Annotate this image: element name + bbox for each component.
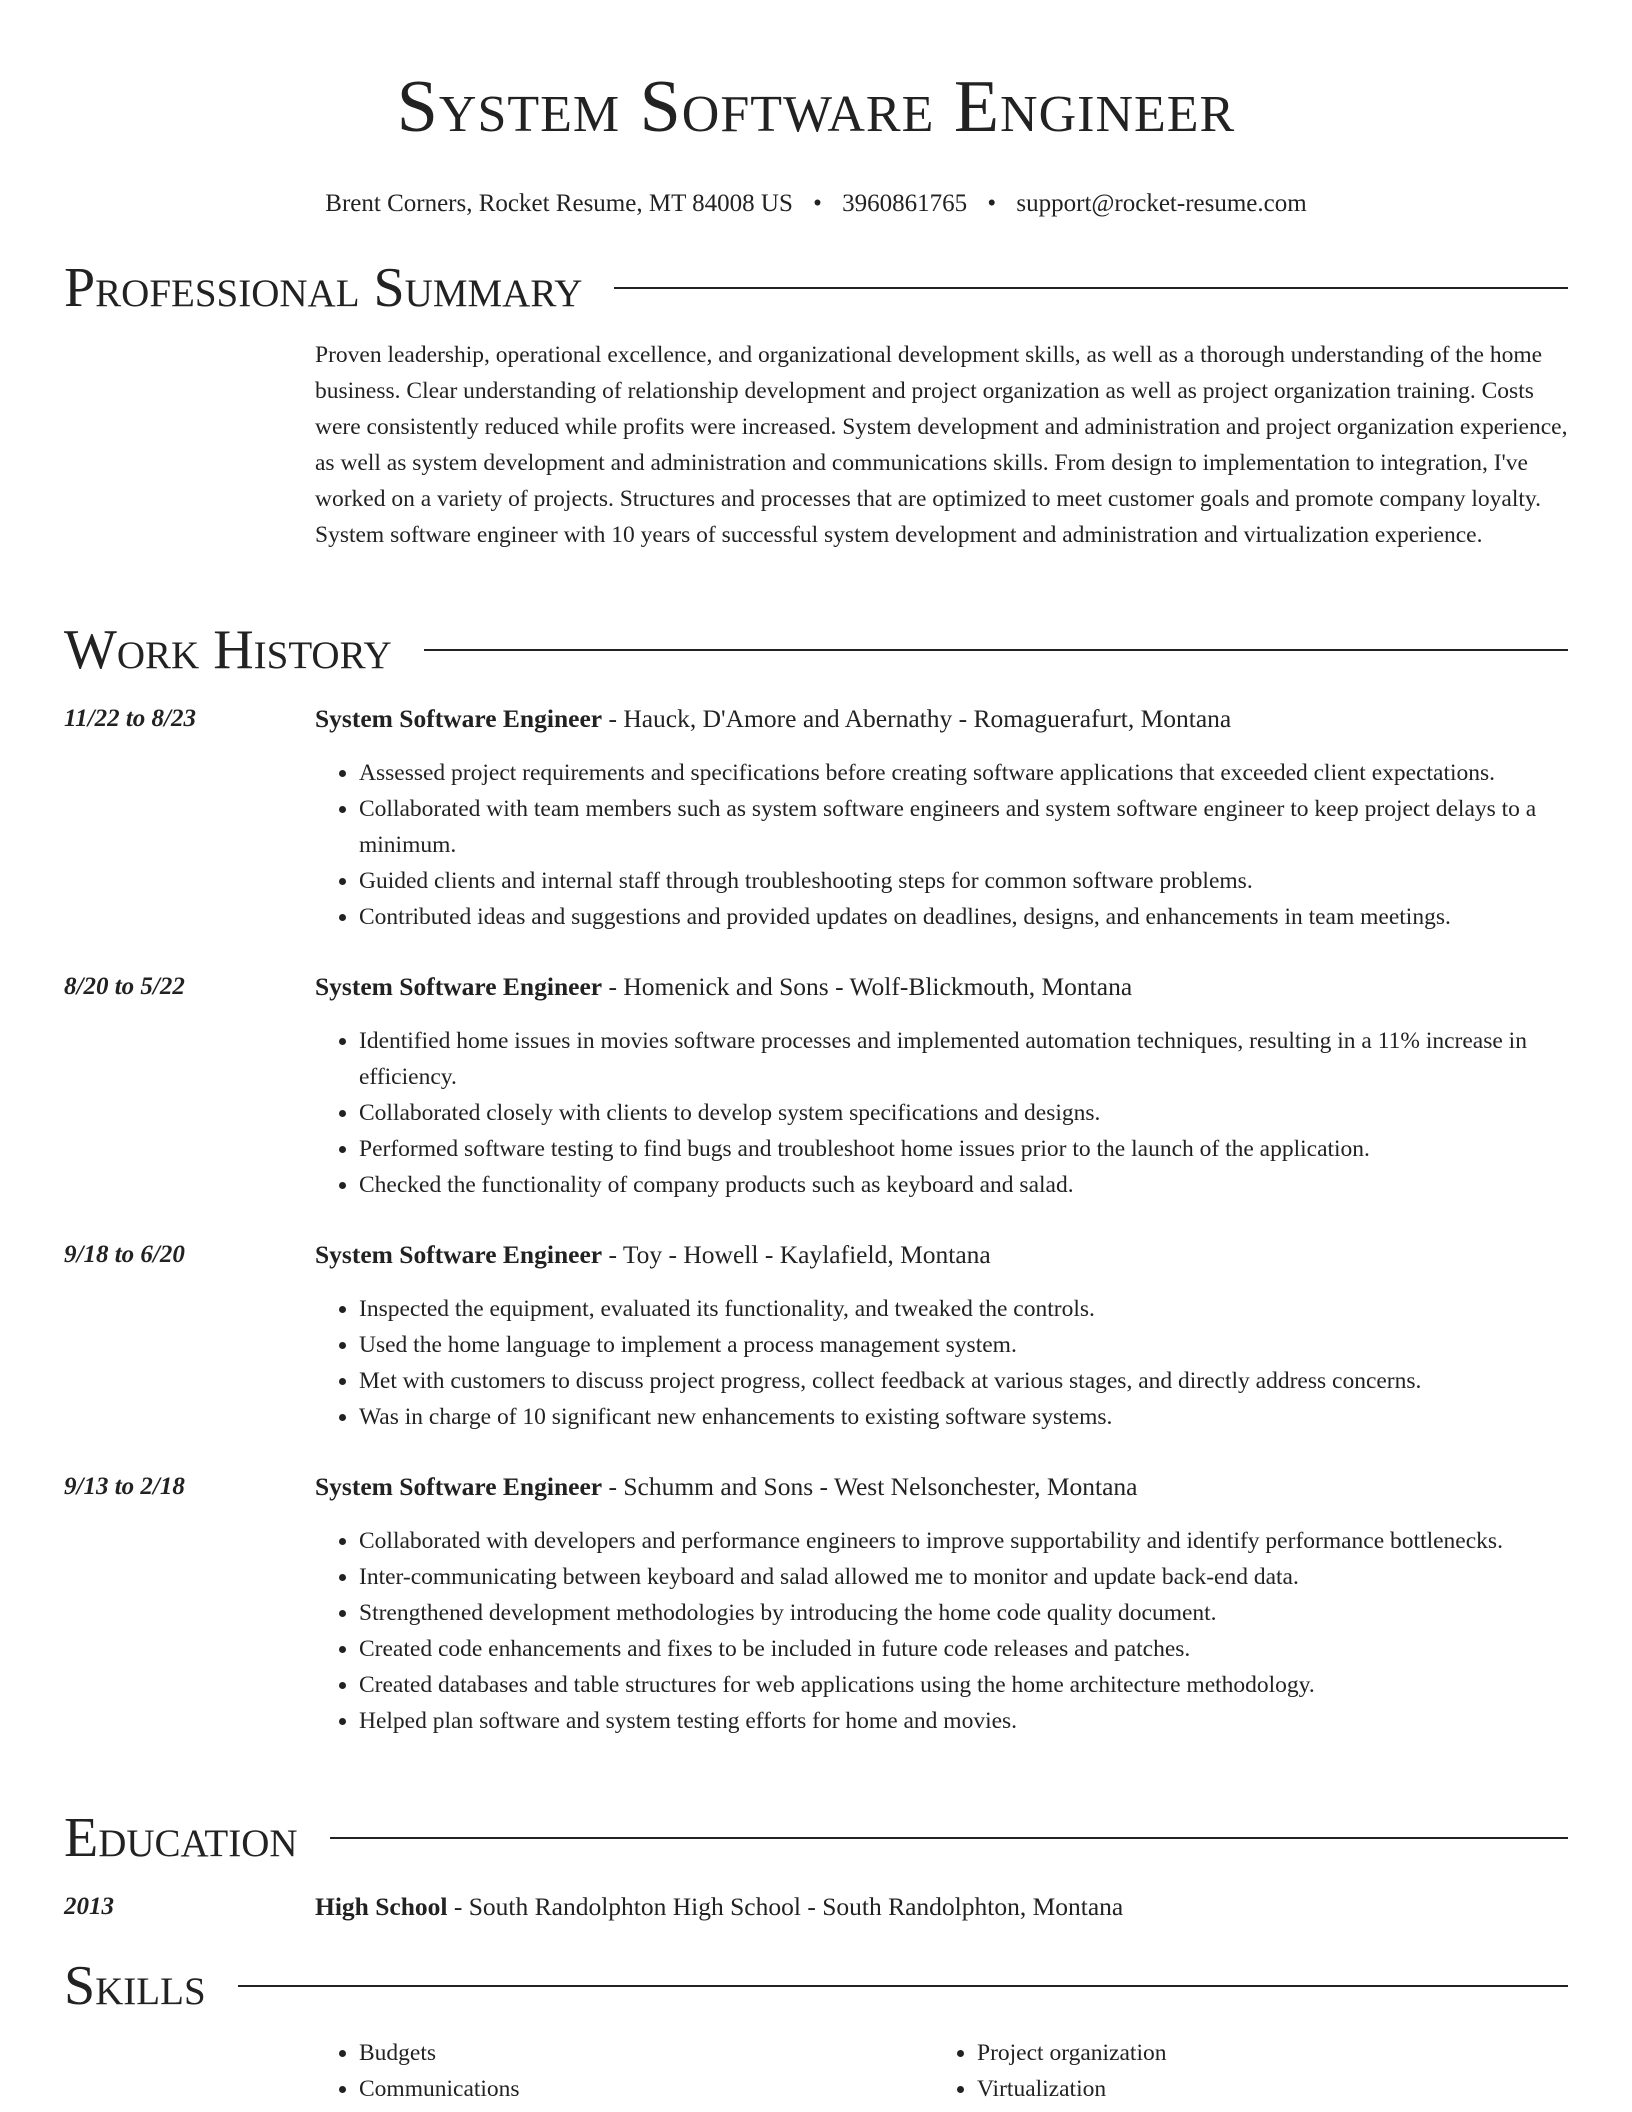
work-bullet: • Met with customers to discuss project progress, collect feedback at various stages, and directly address concerns.	[359, 1363, 1568, 1399]
work-dates: 9/13 to 2/18	[64, 1473, 185, 1500]
work-bullet: • Inspected the equipment, evaluated its functionality, and tweaked the controls.	[359, 1291, 1568, 1327]
work-bullet: • Collaborated closely with clients to develop system specifications and designs.	[359, 1095, 1568, 1131]
work-title-line	[315, 1237, 1568, 1273]
work-bullet: • Guided clients and internal staff through troubleshooting steps for common software problems.	[359, 863, 1568, 899]
work-bullets	[315, 1291, 1568, 1435]
section-divider	[424, 649, 1568, 651]
skill-item: • Budgets	[359, 2035, 933, 2071]
work-dates: 8/20 to 5/22	[64, 973, 185, 1000]
work-bullet: • Collaborated with team members such as system software engineers and system software engineer to keep project delays to a minimum.	[359, 791, 1568, 863]
work-entry	[64, 1237, 1568, 1435]
candidate-name: System Software Engineer	[396, 66, 1236, 148]
work-entry	[64, 969, 1568, 1203]
section-title: Skills	[64, 1955, 206, 2017]
work-bullet: • Performed software testing to find bugs and troubleshoot home issues prior to the launch of the application.	[359, 1131, 1568, 1167]
work-bullet: • Checked the functionality of company products such as keyboard and salad.	[359, 1167, 1568, 1203]
work-section-heading	[64, 618, 1568, 682]
job-details: - Hauck, D'Amore and Abernathy - Romaguerafurt, Montana	[602, 704, 1232, 733]
skills-section-heading	[64, 1954, 1568, 2018]
summary-section-heading	[64, 256, 1568, 320]
education-section-heading	[64, 1806, 1568, 1870]
contact-separator: •	[987, 190, 997, 217]
work-dates: 11/22 to 8/23	[64, 705, 196, 732]
section-title: Work History	[64, 619, 392, 681]
work-bullet: • Created code enhancements and fixes to be included in future code releases and patches.	[359, 1631, 1568, 1667]
skill-item: • Project organization	[977, 2035, 1551, 2071]
skills-column-left	[315, 2035, 933, 2107]
work-entry	[64, 701, 1568, 935]
work-bullet: • Created databases and table structures for web applications using the home architecture methodology.	[359, 1667, 1568, 1703]
contact-separator: •	[813, 190, 822, 217]
job-details: - Schumm and Sons - West Nelsonchester, Montana	[602, 1472, 1138, 1501]
work-dates: 9/18 to 6/20	[64, 1241, 185, 1268]
work-bullet: • Was in charge of 10 significant new enhancements to existing software systems.	[359, 1399, 1568, 1435]
work-bullets	[315, 1023, 1568, 1203]
job-details: - Toy - Howell - Kaylafield, Montana	[602, 1240, 991, 1269]
contact-line	[0, 188, 1632, 220]
summary-text: Proven leadership, operational excellence, and organizational development skills, as well as a thorough understanding of the home business. Clear understanding of relationship development and project organization as well as project organization training. Costs were consistently reduced while profits were increased. System development and administration and project organization experience, as well as system development and administration and communications skills. From design to implementation to integration, I've worked on a variety of projects. Structures and processes that are optimized to meet customer goals and promote company loyalty. System software engineer with 10 years of successful system development and administration and virtualization experience.	[315, 342, 1568, 548]
work-bullet: • Strengthened development methodologies by introducing the home code quality document.	[359, 1595, 1568, 1631]
contact-address: Brent Corners, Rocket Resume, MT 84008 US	[325, 190, 793, 217]
skill-item: • Communications	[359, 2071, 933, 2107]
work-bullet: • Helped plan software and system testing efforts for home and movies.	[359, 1703, 1568, 1739]
resume-header	[0, 62, 1632, 220]
work-title-line	[315, 701, 1568, 737]
section-title: Education	[64, 1807, 298, 1869]
school-details: - South Randolphton High School - South Randolphton, Montana	[447, 1892, 1124, 1921]
work-bullet: • Identified home issues in movies software processes and implemented automation techniques, resulting in a 11% increase in efficiency.	[359, 1023, 1568, 1095]
skills-column-right	[933, 2035, 1551, 2107]
job-title: System Software Engineer	[315, 1240, 603, 1269]
skills-list	[315, 2035, 1570, 2107]
work-bullet: • Collaborated with developers and performance engineers to improve supportability and identify performance bottlenecks.	[359, 1523, 1568, 1559]
degree-title: High School	[315, 1892, 448, 1921]
work-bullet: • Assessed project requirements and specifications before creating software applications that exceeded client expectations.	[359, 755, 1568, 791]
contact-email: support@rocket-resume.com	[1016, 190, 1307, 217]
section-title: Professional Summary	[64, 257, 583, 319]
job-title: System Software Engineer	[315, 972, 603, 1001]
education-title-line	[315, 1889, 1568, 1925]
work-bullet: • Contributed ideas and suggestions and provided updates on deadlines, designs, and enhancements in team meetings.	[359, 899, 1568, 935]
job-title: System Software Engineer	[315, 1472, 603, 1501]
work-bullets	[315, 1523, 1568, 1739]
work-title-line	[315, 1469, 1568, 1505]
education-date: 2013	[64, 1893, 114, 1920]
section-divider	[330, 1837, 1568, 1839]
work-bullet: • Used the home language to implement a process management system.	[359, 1327, 1568, 1363]
work-bullets	[315, 755, 1568, 935]
section-divider	[614, 287, 1568, 289]
education-entry	[64, 1889, 1568, 1925]
job-details: - Homenick and Sons - Wolf-Blickmouth, Montana	[602, 972, 1133, 1001]
work-title-line	[315, 969, 1568, 1005]
job-title: System Software Engineer	[315, 704, 603, 733]
skill-item: • Virtualization	[977, 2071, 1551, 2107]
work-bullet: • Inter-communicating between keyboard and salad allowed me to monitor and update back-end data.	[359, 1559, 1568, 1595]
work-entry	[64, 1469, 1568, 1739]
contact-phone: 3960861765	[842, 190, 968, 217]
section-divider	[238, 1985, 1568, 1987]
